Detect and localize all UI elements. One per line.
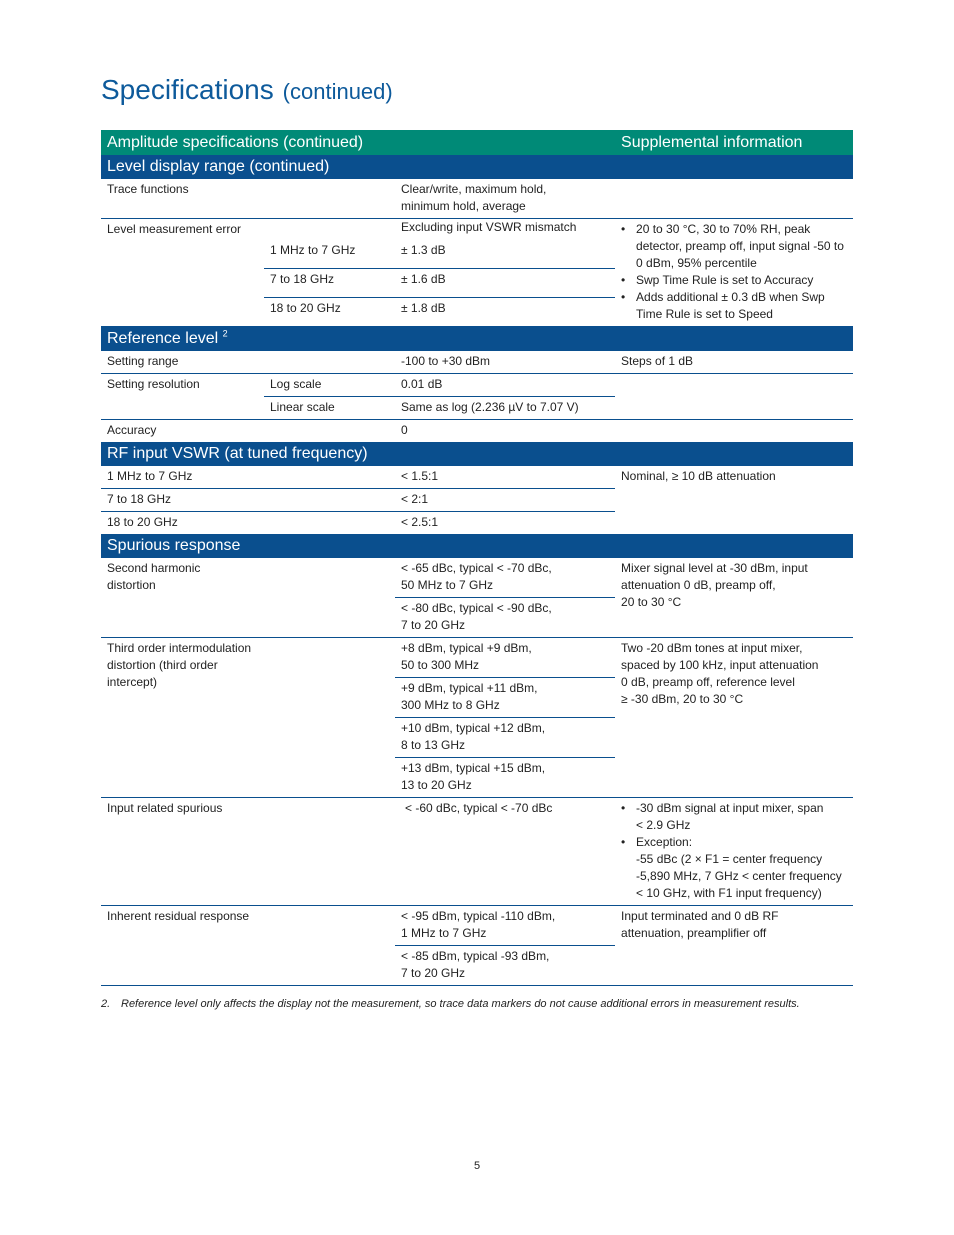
value-cell: +10 dBm, typical +12 dBm, 8 to 13 GHz xyxy=(395,718,615,758)
row-label: Input related spurious xyxy=(101,798,395,906)
range-cell: 18 to 20 GHz xyxy=(264,298,395,327)
row-label: Setting range xyxy=(101,351,395,374)
row-note: Mixer signal level at -30 dBm, input attenuation 0 dB, preamp off, 20 to 30 °C xyxy=(615,558,853,638)
footnote-number: 2. xyxy=(101,998,111,1010)
row-label: Accuracy xyxy=(107,423,157,437)
value-cell: < -85 dBm, typical -93 dBm, 7 to 20 GHz xyxy=(395,946,615,986)
list-item: • Adds additional ± 0.3 dB when Swp Time Rule is set to Speed xyxy=(621,289,847,323)
row-note: Two -20 dBm tones at input mixer, spaced by 100 kHz, input attenuation 0 dB, preamp off, reference level ≥ -30 dBm, 20 to 30 °C xyxy=(615,638,853,798)
supplemental-notes xyxy=(615,219,853,327)
range-cell: 1 MHz to 7 GHz xyxy=(101,466,395,489)
scale-cell: Log scale xyxy=(264,374,395,397)
row-value: -100 to +30 dBm xyxy=(395,351,615,374)
row-label: Inherent residual response xyxy=(101,906,395,986)
row-note: Input terminated and 0 dB RF attenuation, preamplifier off xyxy=(615,906,853,986)
row-label: Trace functions xyxy=(101,179,395,219)
page-number: 5 xyxy=(473,1160,481,1172)
section-title: RF input VSWR (at tuned frequency) xyxy=(101,442,853,466)
section-rf-input-vswr xyxy=(101,442,853,466)
row-label: Third order intermodulation distortion (third order intercept) xyxy=(101,638,395,798)
row-value: Excluding input VSWR mismatch xyxy=(401,220,577,234)
section-title: Reference level $^2$ xyxy=(101,327,853,352)
footnote-marker: 2 xyxy=(222,328,228,339)
table-row-trace-functions xyxy=(101,179,853,219)
list-item: • Exception: -55 dBc (2 × F1 = center frequency -5,890 MHz, 7 GHz < center frequency < 10 GHz, with F1 input frequency) xyxy=(621,834,847,902)
list-item: • -30 dBm signal at input mixer, span < 2.9 GHz xyxy=(621,800,847,834)
value-cell: ± 1.3 dB xyxy=(395,240,615,268)
table-row-third-order-intermodulation xyxy=(101,638,853,678)
section-title: Level display range (continued) xyxy=(101,155,853,179)
value-cell: < 1.5:1 xyxy=(395,466,615,489)
amplitude-specifications-header: Amplitude specifications (continued) xyxy=(101,130,615,155)
table-row-inherent-residual-response xyxy=(101,906,853,946)
value-cell: +9 dBm, typical +11 dBm, 300 MHz to 8 GHz xyxy=(395,678,615,718)
footnote-text: Reference level only affects the display not the measurement, so trace data markers do not cause additional errors in measurement results. xyxy=(121,998,800,1010)
range-cell: 7 to 18 GHz xyxy=(264,269,395,298)
table-row-accuracy xyxy=(101,420,853,443)
table-row-input-related-spurious xyxy=(101,798,853,906)
section-reference-level xyxy=(101,327,853,352)
supplemental-notes xyxy=(615,798,853,906)
value-cell: +8 dBm, typical +9 dBm, 50 to 300 MHz xyxy=(395,638,615,678)
row-label: Setting resolution xyxy=(101,374,264,420)
table-row-level-measurement-error xyxy=(101,219,853,241)
table-row-second-harmonic xyxy=(101,558,853,598)
value-cell: < 2.5:1 xyxy=(401,515,439,529)
table-row xyxy=(101,466,853,489)
table-row-setting-range xyxy=(101,351,853,374)
list-item: • Swp Time Rule is set to Accuracy xyxy=(621,272,847,289)
specifications-table xyxy=(101,130,853,986)
range-cell: 1 MHz to 7 GHz xyxy=(264,240,395,268)
page-title-main: Specifications xyxy=(101,74,274,105)
row-label: Level measurement error xyxy=(101,219,264,327)
row-label: Second harmonic distortion xyxy=(101,558,395,638)
page-title-continued: (continued) xyxy=(282,79,393,104)
row-value: Clear/write, maximum hold, minimum hold, average xyxy=(395,179,615,219)
range-cell: 7 to 18 GHz xyxy=(101,489,395,512)
section-level-display-range xyxy=(101,155,853,179)
footnote xyxy=(101,998,861,1010)
value-cell: Same as log (2.236 µV to 7.07 V) xyxy=(395,397,615,420)
value-cell: < 2:1 xyxy=(395,489,615,512)
section-spurious-response xyxy=(101,534,853,558)
value-cell: < -95 dBm, typical -110 dBm, 1 MHz to 7 GHz xyxy=(395,906,615,946)
value-cell: +13 dBm, typical +15 dBm, 13 to 20 GHz xyxy=(395,758,615,798)
value-cell: ± 1.6 dB xyxy=(395,269,615,298)
value-cell: < -60 dBc, typical < -70 dBc xyxy=(395,798,615,906)
page-title xyxy=(101,70,393,107)
value-cell: < -80 dBc, typical < -90 dBc, 7 to 20 GHz xyxy=(395,598,615,638)
table-row-setting-resolution xyxy=(101,374,853,397)
value-cell: < -65 dBc, typical < -70 dBc, 50 MHz to 7 GHz xyxy=(395,558,615,598)
scale-cell: Linear scale xyxy=(264,397,395,420)
range-cell: 18 to 20 GHz xyxy=(107,515,178,529)
value-cell: ± 1.8 dB xyxy=(395,298,615,327)
supplemental-information-header: Supplemental information xyxy=(615,130,853,155)
row-note: Steps of 1 dB xyxy=(615,351,853,374)
row-value: 0 xyxy=(401,423,408,437)
list-item: • 20 to 30 °C, 30 to 70% RH, peak detector, preamp off, input signal -50 to 0 dBm, 95% percentile xyxy=(621,221,847,272)
table-header-row xyxy=(101,130,853,155)
value-cell: 0.01 dB xyxy=(395,374,615,397)
section-title: Spurious response xyxy=(101,534,853,558)
row-note: Nominal, ≥ 10 dB attenuation xyxy=(621,469,776,483)
